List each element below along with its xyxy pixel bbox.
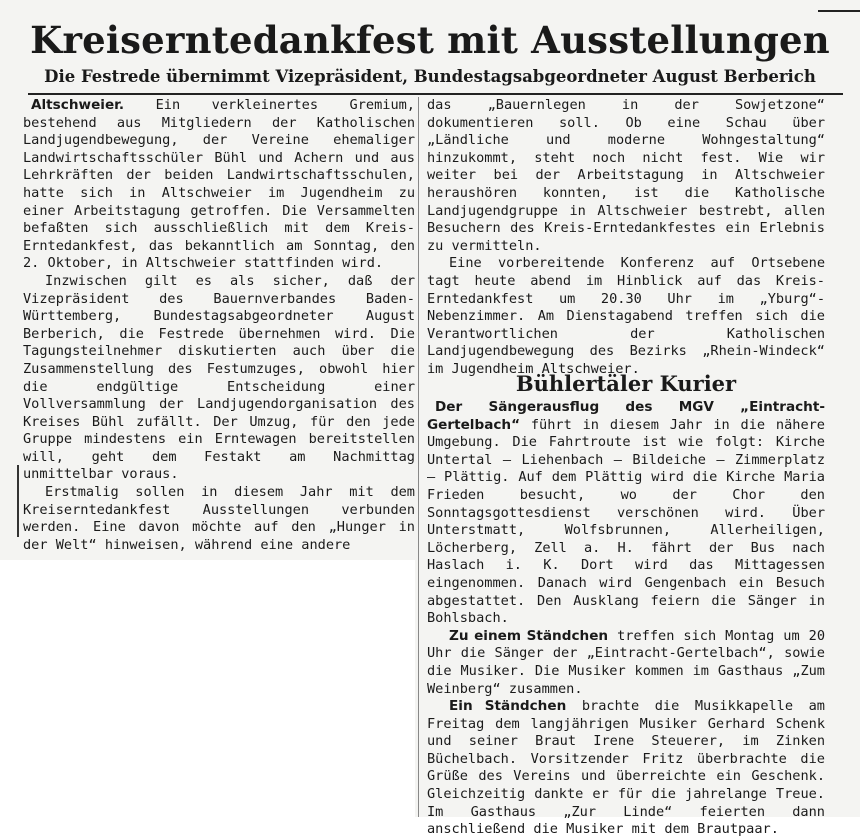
article-paragraph: Altschweier. Ein verkleinertes Gremium, bestehend aus Mitgliedern der Katholischen Landjugendbewegung, der Vereine ehemaliger Landwirtschaftsschüler Bühl und Achern und aus Lehrkräften der beiden Landwirtschaftsschulen, hatte sich in Altschweier im Jugendheim zu einer Arbeitstagung getroffen. Die Versammelten befaßten sich ausschließlich mit dem Kreis-Erntedankfest, das bekanntlich am Sonntag, den 2. Oktober, in Altschweier stattfinden wird. xyxy=(23,97,415,272)
clipping-cutout xyxy=(0,560,415,817)
article-paragraph: Eine vorbereitende Konferenz auf Ortsebene tagt heute abend im Hinblick auf das Kreis-Erntedankfest um 20.30 Uhr im „Yburg“-Nebenzimmer. Am Dienstagabend treffen sich die Verantwortlichen der Katholischen Landjugendbewegung des Bezirks „Rhein-Windeck“ im Jugendheim Altschweier. xyxy=(427,255,825,377)
article-column-right xyxy=(427,97,825,379)
kurier-column xyxy=(427,399,825,839)
kurier-section-title: Bühlertäler Kurier xyxy=(515,371,737,396)
article-paragraph: Inzwischen gilt es als sicher, daß der Vizepräsident des Bauernverbandes Baden-Württemberg, Bundestagsabgeordneter August Berberich, die Festrede übernehmen wird. Die Tagungsteilnehmer diskutierten auch über die Zusammenstellung des Festumzuges, obwohl hier die endgültige Entscheidung einer Vollversammlung der Landjugendorganisation des Kreises Bühl zufällt. Der Umzug, für den jede Gruppe mindestens ein Erntewagen bereitstellen will, geht dem Festakt am Nachmittag unmittelbar voraus. xyxy=(23,272,415,483)
headline-rule xyxy=(28,93,843,95)
kurier-item-lead: Ein Ständchen xyxy=(449,698,567,715)
kurier-item: Der Sängerausflug des MGV „Eintracht-Gertelbach“ führt in diesem Jahr in die nähere Umgebung. Die Fahrtroute ist wie folgt: Kirche Untertal — Liehenbach — Bildeiche — Zimmerplatz — Plättig. Auf dem Plättig wird die Kirche Maria Frieden besucht, wo der Chor den Sonntagsgottesdienst verschönen wird. Über Unterstmatt, Wolfsbrunnen, Allerheiligen, Löcherberg, Zell a. H. fährt der Bus nach Haslach i. K. Dort wird das Mittagessen eingenommen. Danach wird Gengenbach ein Besuch abgestattet. Den Ausklang feiern die Sänger in Bohlsbach. xyxy=(427,399,825,627)
kurier-item-lead: Der Sängerausflug des MGV „Eintracht-Gertelbach“ xyxy=(427,399,825,433)
kurier-item-lead: Zu einem Ständchen xyxy=(449,627,609,644)
article-headline: Kreiserntedankfest mit Ausstellungen xyxy=(30,18,830,62)
article-column-left xyxy=(23,97,415,554)
kurier-item: Zu einem Ständchen treffen sich Montag um 20 Uhr die Sänger der „Eintracht-Gertelbach“, sowie die Musiker. Die Musiker kommen im Gasthaus „Zum Weinberg“ zusammen. xyxy=(427,627,825,697)
column-divider xyxy=(418,97,419,817)
article-paragraph-continued: das „Bauernlegen in der Sowjetzone“ dokumentieren soll. Ob eine Schau über „Ländliche und moderne Wohngestaltung“ hinzukommt, steht noch nicht fest. Wie wir weiter bei der Arbeitstagung in Altschweier heraushören konnten, ist die Katholische Landjugendgruppe in Altschweier bestrebt, allen Besuchern des Kreis-Erntedankfestes ein Erlebnis zu vermitteln. xyxy=(427,97,825,254)
margin-mark xyxy=(17,465,19,537)
article-subheadline: Die Festrede übernimmt Vizepräsident, Bundestagsabgeordneter August Berberich xyxy=(44,67,816,86)
article-paragraph xyxy=(23,484,415,554)
kurier-item: Ein Ständchen brachte die Musikkapelle am Freitag dem langjährigen Musiker Gerhard Schenk und seiner Braut Irene Steuerer, im Zinken Büchelbach. Vorsitzender Fritz überbrachte die Grüße des Vereins und überreichte ein Geschenk. Gleichzeitig dankte er für die jahrelange Treue. Im Gasthaus „Zur Linde“ feierten dann anschließend die Musiker mit dem Brautpaar. xyxy=(427,698,825,838)
paragraph-three-start: Erstmalig sollen in diesem Jahr mit dem Kreiserntedankfest Ausstellungen verbunden werden. Eine davon möchte auf den „Hunger in der Welt“ hinweisen, während eine andere xyxy=(23,484,415,553)
top-rule xyxy=(818,10,860,12)
dateline: Altschweier. xyxy=(31,97,125,113)
